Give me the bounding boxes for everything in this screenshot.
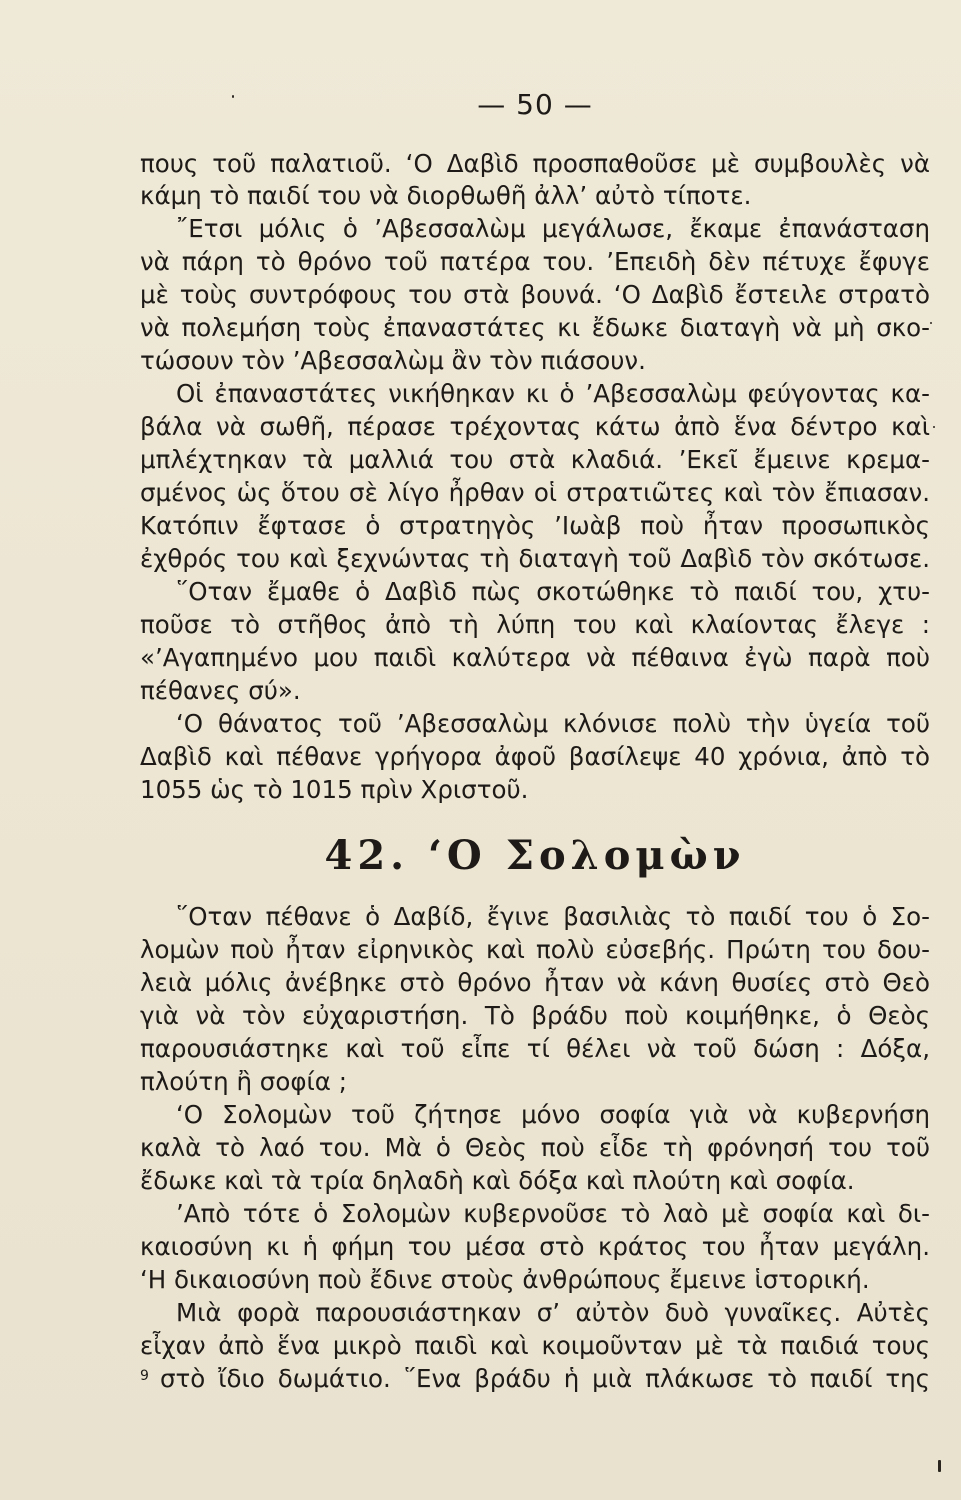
text-line: στὸ ἴδιο δωμάτιο. ῞Ενα βράδυ ἡ μιὰ πλάκωσε τὸ παιδί της [160,1364,930,1393]
text-line: ῞Οταν πέθανε ὁ Δαβίδ, ἔγινε βασιλιὰς τὸ παιδί του ὁ Σο- [176,902,930,931]
print-speck [930,322,932,324]
text-line: ἔδωκε καὶ τὰ τρία δηλαδὴ καὶ δόξα καὶ πλούτη καὶ σοφία. [140,1166,855,1195]
text-line: ‘Ο θάνατος τοῦ ’Αβεσσαλὼμ κλόνισε πολὺ τὴν ὑγεία τοῦ [176,709,930,738]
text-line: πλούτη ἢ σοφία ; [140,1067,347,1096]
text-line: μπλέχτηκαν τὰ μαλλιά του στὰ κλαδιά. ’Εκεῖ ἔμεινε κρεμα- [140,445,930,474]
text-line: ‘Ο Σολομὼν τοῦ ζήτησε μόνο σοφία γιὰ νὰ κυβερνήση [176,1100,930,1129]
text-line: κάμη τὸ παιδί του νὰ διορθωθῆ ἀλλ’ αὐτὸ τίποτε. [140,181,752,210]
signature-mark: 9 [140,1368,149,1384]
text-line: καλὰ τὸ λαό του. Μὰ ὁ Θεὸς ποὺ εἶδε τὴ φρόνησή του τοῦ [140,1133,930,1162]
text-line: εἶχαν ἀπὸ ἕνα μικρὸ παιδὶ καὶ κοιμοῦνταν μὲ τὰ παιδιά τους [140,1331,930,1360]
text-line: 1055 ὡς τὸ 1015 πρὶν Χριστοῦ. [140,775,529,804]
text-line: πους τοῦ παλατιοῦ. ‘Ο Δαβὶδ προσπαθοῦσε μὲ συμβουλὲς νὰ [140,149,930,178]
text-line: ῎Ετσι μόλις ὁ ’Αβεσσαλὼμ μεγάλωσε, ἔκαμε ἐπανάσταση [176,214,930,243]
text-line: ’Απὸ τότε ὁ Σολομὼν κυβερνοῦσε τὸ λαὸ μὲ σοφία καὶ δι- [176,1199,930,1228]
text-line: πέθανες σύ». [140,676,301,705]
page-number: — 50 — [477,88,593,121]
text-line: ἐχθρός του καὶ ξεχνώντας τὴ διαταγὴ τοῦ Δαβὶδ τὸν σκότωσε. [140,544,930,573]
print-speck [933,426,935,428]
print-speck [232,95,234,98]
text-line: ‘Η δικαιοσύνη ποὺ ἔδινε στοὺς ἀνθρώπους ἔμεινε ἱστορική. [140,1265,870,1294]
text-line: παρουσιάστηκε καὶ τοῦ εἶπε τί θέλει νὰ τοῦ δώση : Δόξα, [140,1034,930,1063]
text-line: μὲ τοὺς συντρόφους του στὰ βουνά. ‘Ο Δαβὶδ ἔστειλε στρατὸ [140,280,930,309]
text-line: λομὼν ποὺ ἦταν εἰρηνικὸς καὶ πολὺ εὐσεβής. Πρώτη του δου- [140,935,930,964]
text-line: Κατόπιν ἔφτασε ὁ στρατηγὸς ’Ιωὰβ ποὺ ἦταν προσωπικὸς [140,511,930,540]
text-line: ποῦσε τὸ στῆθος ἀπὸ τὴ λύπη του καὶ κλαίοντας ἔλεγε : [140,610,930,639]
text-line: λειὰ μόλις ἀνέβηκε στὸ θρόνο ἦταν νὰ κάνη θυσίες στὸ Θεὸ [140,968,930,997]
text-line: γιὰ νὰ τὸν εὐχαριστήση. Τὸ βράδυ ποὺ κοιμήθηκε, ὁ Θεὸς [140,1001,930,1030]
text-line: τώσουν τὸν ’Αβεσσαλὼμ ἂν τὸν πιάσουν. [140,346,646,375]
text-line: σμένος ὡς ὅτου σὲ λίγο ἦρθαν οἱ στρατιῶτες καὶ τὸν ἔπιασαν. [140,478,930,507]
section-heading: 42. ‘Ο Σολομὼν [324,832,746,879]
text-line: Μιὰ φορὰ παρουσιάστηκαν σ’ αὐτὸν δυὸ γυναῖκες. Αὐτὲς [176,1298,930,1327]
text-line: νὰ πάρη τὸ θρόνο τοῦ πατέρα του. ’Επειδὴ δὲν πέτυχε ἔφυγε [140,247,930,276]
text-line: νὰ πολεμήση τοὺς ἐπαναστάτες κι ἔδωκε διαταγὴ νὰ μὴ σκο- [140,313,930,342]
text-line: βάλα νὰ σωθῆ, πέρασε τρέχοντας κάτω ἀπὸ ἕνα δέντρο καὶ [140,412,930,441]
text-line: «’Αγαπημένο μου παιδὶ καλύτερα νὰ πέθαινα ἐγὼ παρὰ ποὺ [140,643,930,672]
text-line: ῞Οταν ἔμαθε ὁ Δαβὶδ πὼς σκοτώθηκε τὸ παιδί του, χτυ- [176,577,930,606]
text-line: καιοσύνη κι ἡ φήμη του μέσα στὸ κράτος του ἦταν μεγάλη. [140,1232,930,1261]
text-line: Οἱ ἐπαναστάτες νικήθηκαν κι ὁ ’Αβεσσαλὼμ φεύγοντας κα- [176,379,930,408]
text-line: Δαβὶδ καὶ πέθανε γρήγορα ἀφοῦ βασίλεψε 40 χρόνια, ἀπὸ τὸ [140,742,930,771]
print-speck [938,1460,941,1472]
